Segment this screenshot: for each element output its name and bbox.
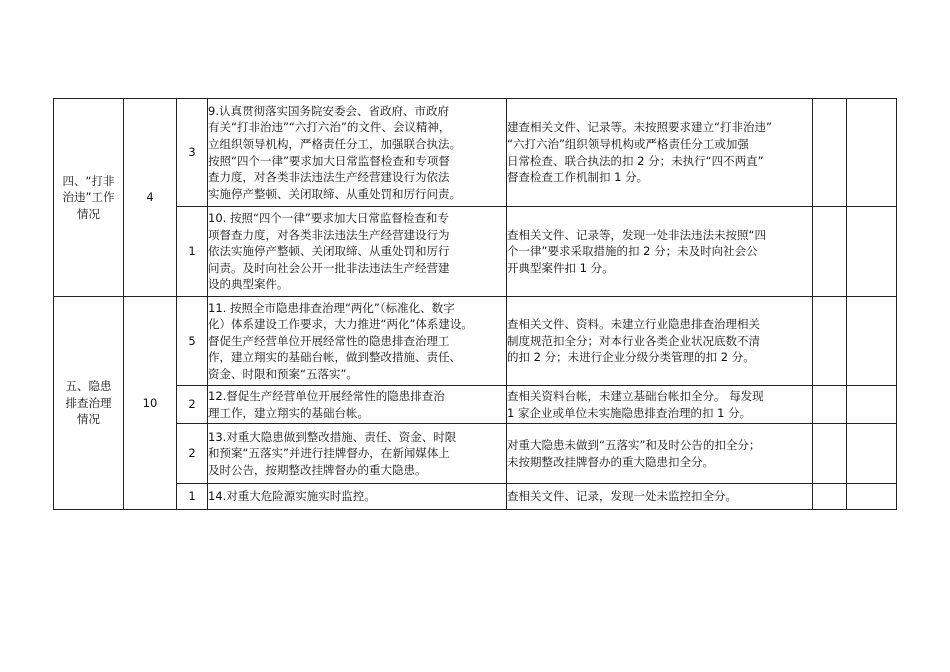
requirement-cell: 11. 按照全市隐患排查治理“两化”（标准化、数字 化）体系建设工作要求，大力推进“两化”体系建设。 督促生产经营单位开展经常性的隐患排查治理工 作，建立翔实的基础台帐，做到整改措施、责任、 资金、时限和预案“五落实”。 xyxy=(208,297,507,386)
blank-cell xyxy=(813,207,847,297)
method-cell: 查相关资料台帐，未建立基础台帐扣全分。 每发现 1 家企业或单位未实施隐患排查治理的扣 1 分。 xyxy=(507,386,813,424)
requirement-cell: 14.对重大危险源实施实时监控。 xyxy=(208,484,507,510)
blank-cell xyxy=(813,484,847,510)
points-cell: 2 xyxy=(177,386,208,424)
method-cell: 查相关文件、资料。未建立行业隐患排查治理相关 制度规范扣全分；对本行业各类企业状况底数不清 的扣 2 分；未进行企业分级分类管理的扣 2 分。 xyxy=(507,297,813,386)
table-row xyxy=(54,424,897,484)
requirement-cell: 12.督促生产经营单位开展经常性的隐患排查治 理工作，建立翔实的基础台帐。 xyxy=(208,386,507,424)
points-cell: 5 xyxy=(177,297,208,386)
points-cell: 1 xyxy=(177,484,208,510)
table-row xyxy=(54,386,897,424)
requirement-cell: 9.认真贯彻落实国务院安委会、省政府、市政府 有关“打非治违”“六打六治”的文件、会议精神， 立组织领导机构，严格责任分工，加强联合执法。 按照“四个一律”要求加大日常监督检查和专项督 查力度，对各类非法违法生产经营建设行为依法 实施停产整顿、关闭取缔、从重处罚和厉行问责。 xyxy=(208,99,507,207)
blank-cell xyxy=(847,386,897,424)
blank-cell xyxy=(847,297,897,386)
requirement-cell: 13.对重大隐患做到整改措施、责任、资金、时限 和预案“五落实”并进行挂牌督办，在新闻媒体上 及时公告，按期整改挂牌督办的重大隐患。 xyxy=(208,424,507,484)
blank-cell xyxy=(813,297,847,386)
table-row xyxy=(54,99,897,207)
category-label: 五、隐患 排查治理 情况 xyxy=(65,379,112,427)
score-cell: 4 xyxy=(124,99,177,297)
table-row xyxy=(54,297,897,386)
points-cell: 1 xyxy=(177,207,208,297)
table-row xyxy=(54,207,897,297)
blank-cell xyxy=(847,424,897,484)
blank-cell xyxy=(813,386,847,424)
points-cell: 2 xyxy=(177,424,208,484)
method-cell: 查相关文件、记录，发现一处未监控扣全分。 xyxy=(507,484,813,510)
category-cell xyxy=(54,297,124,510)
method-cell: 查相关文件、记录等，发现一处非法违法未按照“四 个一律”要求采取措施的扣 2 分；未及时向社会公 开典型案件扣 1 分。 xyxy=(507,207,813,297)
blank-cell xyxy=(813,99,847,207)
table-row xyxy=(54,484,897,510)
method-cell: 对重大隐患未做到“五落实”和及时公告的扣全分； 未按期整改挂牌督办的重大隐患扣全分。 xyxy=(507,424,813,484)
method-cell: 建查相关文件、记录等。未按照要求建立“打非治违” “六打六治”组织领导机构或严格责任分工或加强 日常检查、联合执法的扣 2 分；未执行“四不两直” 督查检查工作机制扣 1 分。 xyxy=(507,99,813,207)
blank-cell xyxy=(847,99,897,207)
points-cell: 3 xyxy=(177,99,208,207)
assessment-table xyxy=(53,98,897,510)
blank-cell xyxy=(847,484,897,510)
category-cell xyxy=(54,99,124,297)
requirement-cell: 10. 按照“四个一律”要求加大日常监督检查和专 项督查力度，对各类非法违法生产经营建设行为 依法实施停产整顿、关闭取缔、从重处罚和厉行 问责。及时向社会公开一批非法违法生产经营建 设的典型案件。 xyxy=(208,207,507,297)
blank-cell xyxy=(847,207,897,297)
blank-cell xyxy=(813,424,847,484)
score-cell: 10 xyxy=(124,297,177,510)
category-label: 四、“打非 治违”工作 情况 xyxy=(62,173,115,221)
